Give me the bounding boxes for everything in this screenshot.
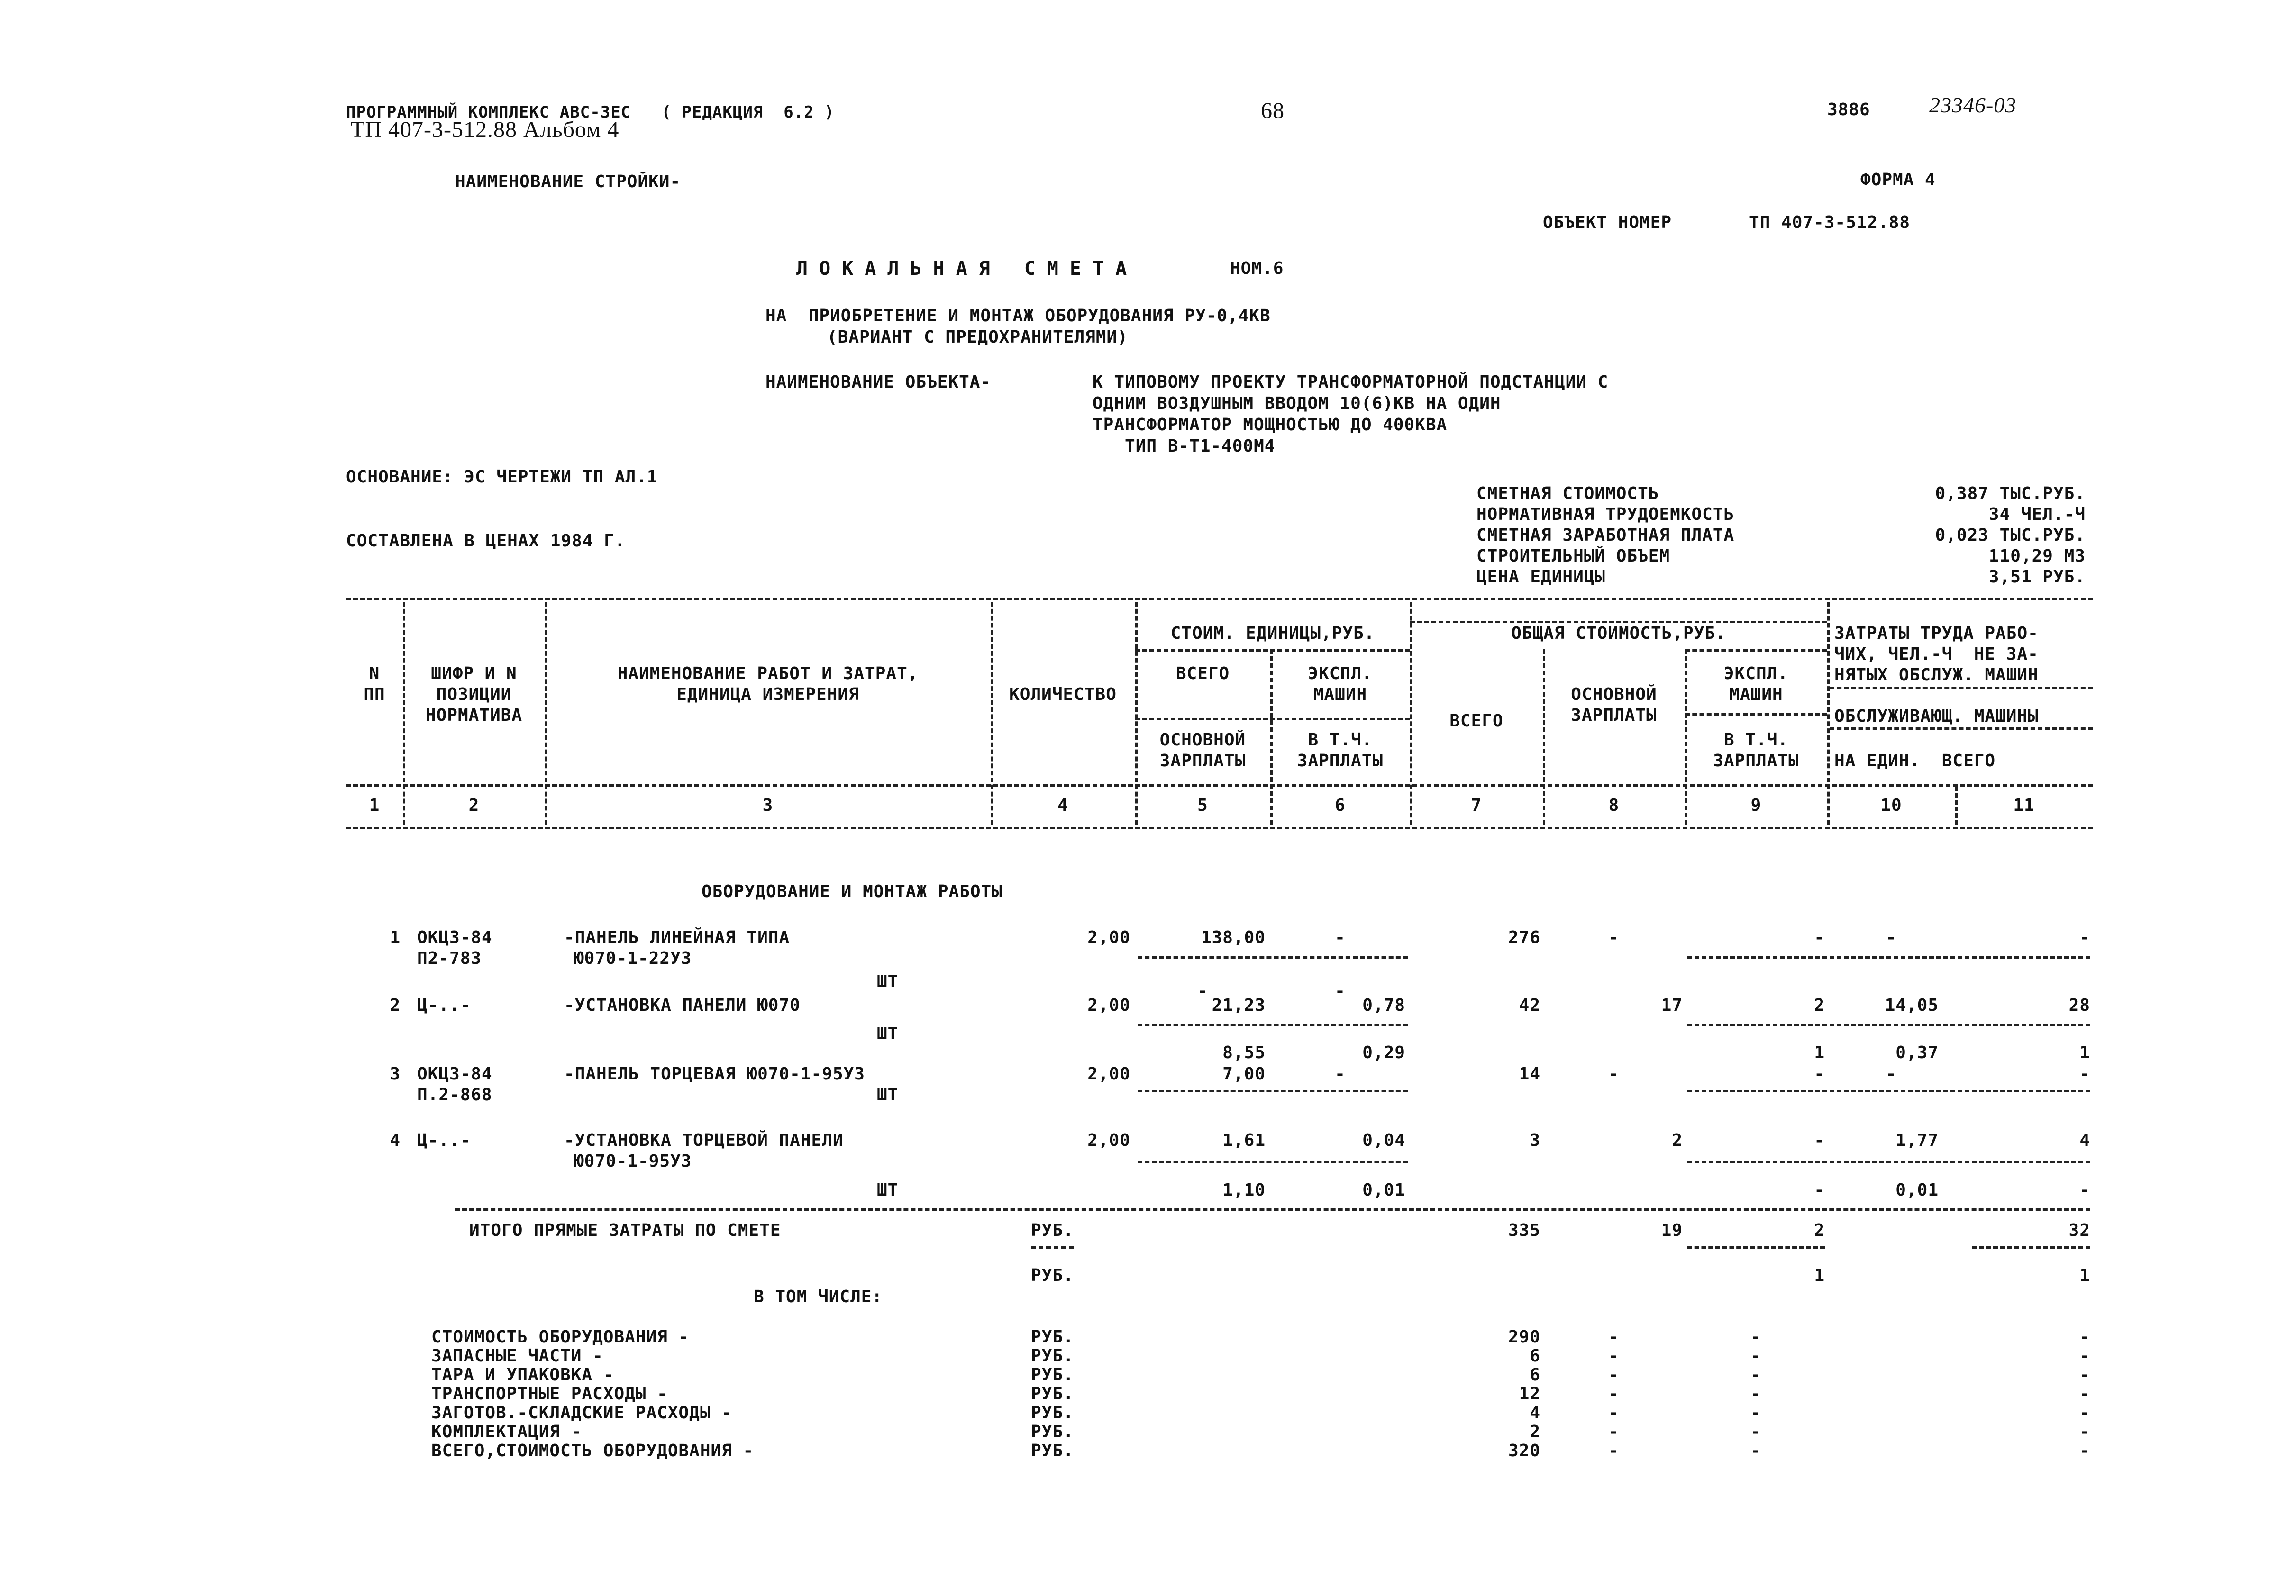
totals-rule bbox=[455, 1208, 2090, 1211]
breakdown-unit: РУБ. bbox=[1031, 1403, 1074, 1423]
row-total: 3 bbox=[1530, 1131, 1540, 1150]
totals-mach: 2 bbox=[1814, 1221, 1825, 1240]
object-name-label: НАИМЕНОВАНИЕ ОБЪЕКТА- bbox=[765, 372, 992, 392]
col-number: 8 bbox=[1608, 796, 1620, 815]
prices-line: СОСТАВЛЕНА В ЦЕНАХ 1984 Г. bbox=[346, 531, 626, 551]
row-unit-total: 1,61 bbox=[1222, 1131, 1266, 1150]
row-total-mach: - bbox=[1814, 1131, 1825, 1150]
breakdown-mach: - bbox=[1750, 1346, 1762, 1366]
row-total-mach: 2 bbox=[1814, 996, 1825, 1015]
totals-labor: 1 bbox=[2079, 1266, 2090, 1285]
row-code: ОКЦ3-84 bbox=[417, 1064, 492, 1084]
row-quantity: 2,00 bbox=[1087, 1064, 1130, 1084]
breakdown-unit: РУБ. bbox=[1031, 1346, 1074, 1366]
breakdown-label: ВСЕГО,СТОИМОСТЬ ОБОРУДОВАНИЯ - bbox=[431, 1441, 754, 1460]
table-rule bbox=[1830, 727, 2093, 730]
col-header-total-base-wage: ОСНОВНОЙ bbox=[1571, 685, 1657, 704]
table-divider bbox=[545, 602, 547, 825]
row-quantity: 2,00 bbox=[1087, 1131, 1130, 1150]
row-labor-unit: 1,77 bbox=[1895, 1131, 1939, 1150]
row-number: 3 bbox=[390, 1064, 401, 1084]
row-labor-unit: 0,01 bbox=[1895, 1180, 1939, 1200]
breakdown-sum: 6 bbox=[1530, 1365, 1540, 1385]
breakdown-mach: - bbox=[1750, 1441, 1762, 1460]
breakdown-mach: - bbox=[1750, 1403, 1762, 1423]
table-rule bbox=[346, 784, 2093, 787]
object-name-line: К ТИПОВОМУ ПРОЕКТУ ТРАНСФОРМАТОРНОЙ ПОДСТАНЦИИ С bbox=[1093, 372, 1609, 392]
breakdown-sum: 2 bbox=[1530, 1422, 1540, 1442]
col-number: 11 bbox=[2013, 796, 2035, 815]
breakdown-base-wage: - bbox=[1608, 1365, 1620, 1385]
totals-rule bbox=[1972, 1246, 2090, 1249]
row-rule bbox=[1687, 956, 2090, 959]
breakdown-labor: - bbox=[2079, 1365, 2090, 1385]
row-code: П2-783 bbox=[417, 949, 482, 968]
row-unit-total: 21,23 bbox=[1212, 996, 1266, 1015]
row-code: ОКЦ3-84 bbox=[417, 928, 492, 947]
summary-value: 110,29 М3 bbox=[1988, 546, 2086, 566]
col-header-unit-incl: В Т.Ч. bbox=[1308, 730, 1373, 750]
totals-labor: 32 bbox=[2068, 1221, 2090, 1240]
row-total-base-wage: - bbox=[1608, 1064, 1620, 1084]
row-code: Ц-..- bbox=[417, 1131, 471, 1150]
estimate-subject: НА ПРИОБРЕТЕНИЕ И МОНТАЖ ОБОРУДОВАНИЯ РУ-0,4КВ bbox=[765, 306, 1271, 326]
row-rule bbox=[1138, 1024, 1408, 1026]
totals-unit: РУБ. bbox=[1031, 1221, 1074, 1240]
summary-label: СМЕТНАЯ СТОИМОСТЬ bbox=[1476, 484, 1659, 503]
totals-base-wage: 19 bbox=[1661, 1221, 1683, 1240]
estimate-title: ЛОКАЛЬНАЯ СМЕТА bbox=[796, 258, 1139, 280]
breakdown-mach: - bbox=[1750, 1422, 1762, 1442]
breakdown-label: ЗАПАСНЫЕ ЧАСТИ - bbox=[431, 1346, 603, 1366]
row-name: -ПАНЕЛЬ ЛИНЕЙНАЯ ТИПА bbox=[564, 928, 790, 947]
object-number-label: ОБЪЕКТ НОМЕР bbox=[1543, 213, 1672, 232]
row-unit-mach: - bbox=[1335, 928, 1346, 947]
col-header-total-all: ВСЕГО bbox=[1449, 711, 1503, 731]
row-labor-total: - bbox=[2079, 1064, 2090, 1084]
totals-mach-incl: 1 bbox=[1814, 1266, 1825, 1285]
col-header-labor: ЗАТРАТЫ ТРУДА РАБО- bbox=[1834, 624, 2039, 643]
row-unit-mach: 0,78 bbox=[1362, 996, 1405, 1015]
row-rule bbox=[1138, 956, 1408, 959]
summary-value: 3,51 РУБ. bbox=[1988, 567, 2086, 587]
row-unit-incl: 0,29 bbox=[1362, 1043, 1405, 1062]
breakdown-sum: 290 bbox=[1508, 1327, 1540, 1347]
row-unit: ШТ bbox=[877, 1180, 899, 1200]
totals-rule bbox=[1031, 1246, 1074, 1249]
table-rule bbox=[346, 598, 2093, 600]
col-header-total-mach: ЭКСПЛ. bbox=[1723, 664, 1789, 683]
col-header-labor: НЯТЫХ ОБСЛУЖ. МАШИН bbox=[1834, 665, 2039, 685]
row-labor-total: - bbox=[2079, 1180, 2090, 1200]
table-rule bbox=[1135, 718, 1410, 720]
summary-label: НОРМАТИВНАЯ ТРУДОЕМКОСТЬ bbox=[1476, 505, 1735, 524]
summary-value: 34 ЧЕЛ.-Ч bbox=[1988, 505, 2086, 524]
program-header: ПРОГРАММНЫЙ КОМПЛЕКС АВС-3ЕС ( РЕДАКЦИЯ 6.2 ) bbox=[346, 103, 835, 122]
row-labor-unit: - bbox=[1886, 1064, 1897, 1084]
breakdown-mach: - bbox=[1750, 1365, 1762, 1385]
row-total-base-wage: 2 bbox=[1672, 1131, 1683, 1150]
row-labor-total: 1 bbox=[2079, 1043, 2090, 1062]
breakdown-base-wage: - bbox=[1608, 1327, 1620, 1347]
breakdown-labor: - bbox=[2079, 1327, 2090, 1347]
col-header-name: ЕДИНИЦА ИЗМЕРЕНИЯ bbox=[676, 685, 859, 704]
estimate-number: НОМ.6 bbox=[1230, 259, 1284, 278]
row-unit-incl: - bbox=[1335, 981, 1346, 1001]
col-header-total-incl: В Т.Ч. bbox=[1723, 730, 1789, 750]
col-header-code: ШИФР И N bbox=[431, 664, 517, 683]
row-unit-mach: 0,04 bbox=[1362, 1131, 1405, 1150]
breakdown-label: КОМПЛЕКТАЦИЯ - bbox=[431, 1422, 582, 1442]
row-labor-unit: 14,05 bbox=[1885, 996, 1939, 1015]
breakdown-labor: - bbox=[2079, 1422, 2090, 1442]
breakdown-unit: РУБ. bbox=[1031, 1422, 1074, 1442]
totals-rule bbox=[1687, 1246, 1825, 1249]
col-number: 1 bbox=[369, 796, 380, 815]
row-name: Ю070-1-95У3 bbox=[574, 1152, 692, 1171]
breakdown-unit: РУБ. bbox=[1031, 1327, 1074, 1347]
col-header-unit-cost: СТОИМ. ЕДИНИЦЫ,РУБ. bbox=[1170, 624, 1375, 643]
row-unit: ШТ bbox=[877, 1085, 899, 1105]
row-labor-unit: 0,37 bbox=[1895, 1043, 1939, 1062]
row-name: Ю070-1-22У3 bbox=[574, 949, 692, 968]
breakdown-mach: - bbox=[1750, 1384, 1762, 1404]
form-label: ФОРМА 4 bbox=[1860, 170, 1936, 190]
col-header-labor: ОБСЛУЖИВАЮЩ. МАШИНЫ bbox=[1834, 707, 2039, 726]
col-header-total-incl: ЗАРПЛАТЫ bbox=[1713, 751, 1799, 771]
row-total-incl: - bbox=[1814, 1180, 1825, 1200]
summary-label: СТРОИТЕЛЬНЫЙ ОБЪЕМ bbox=[1476, 546, 1670, 566]
breakdown-labor: - bbox=[2079, 1441, 2090, 1460]
row-unit-total: 138,00 bbox=[1201, 928, 1266, 947]
row-unit: ШТ bbox=[877, 972, 899, 991]
code-number: 3886 bbox=[1827, 100, 1870, 119]
row-number: 4 bbox=[390, 1131, 401, 1150]
col-number: 3 bbox=[762, 796, 774, 815]
breakdown-labor: - bbox=[2079, 1346, 2090, 1366]
page-number: 68 bbox=[1261, 98, 1285, 123]
row-name: -УСТАНОВКА ПАНЕЛИ Ю070 bbox=[564, 996, 801, 1015]
breakdown-base-wage: - bbox=[1608, 1422, 1620, 1442]
object-number: ТП 407-3-512.88 bbox=[1749, 213, 1911, 232]
summary-value: 0,387 ТЫС.РУБ. bbox=[1935, 484, 2086, 503]
breakdown-label: ТАРА И УПАКОВКА - bbox=[431, 1365, 614, 1385]
row-total-mach: - bbox=[1814, 1064, 1825, 1084]
row-code: П.2-868 bbox=[417, 1085, 492, 1105]
col-header-unit-incl: ЗАРПЛАТЫ bbox=[1297, 751, 1384, 771]
col-header-total-mach: МАШИН bbox=[1729, 685, 1783, 704]
breakdown-mach: - bbox=[1750, 1327, 1762, 1347]
col-header-labor: НА ЕДИН. ВСЕГО bbox=[1834, 751, 1996, 771]
col-header-n: ПП bbox=[364, 685, 385, 704]
breakdown-base-wage: - bbox=[1608, 1441, 1620, 1460]
row-unit-base-wage: 8,55 bbox=[1222, 1043, 1266, 1062]
breakdown-label: СТОИМОСТЬ ОБОРУДОВАНИЯ - bbox=[431, 1327, 690, 1347]
section-title: ОБОРУДОВАНИЕ И МОНТАЖ РАБОТЫ bbox=[702, 882, 1002, 901]
row-number: 2 bbox=[390, 996, 401, 1015]
breakdown-sum: 320 bbox=[1508, 1441, 1540, 1460]
col-number: 2 bbox=[468, 796, 480, 815]
col-header-unit-base-wage: ЗАРПЛАТЫ bbox=[1159, 751, 1246, 771]
breakdown-unit: РУБ. bbox=[1031, 1441, 1074, 1460]
col-number: 7 bbox=[1471, 796, 1482, 815]
col-header-unit-base-wage: ОСНОВНОЙ bbox=[1159, 730, 1246, 750]
col-header-labor: ЧИХ, ЧЕЛ.-Ч НЕ ЗА- bbox=[1834, 644, 2039, 664]
row-unit-base-wage: - bbox=[1197, 981, 1208, 1001]
row-rule bbox=[1687, 1090, 2090, 1092]
summary-value: 0,023 ТЫС.РУБ. bbox=[1935, 526, 2086, 545]
breakdown-label: ЗАГОТОВ.-СКЛАДСКИЕ РАСХОДЫ - bbox=[431, 1403, 732, 1423]
col-number: 9 bbox=[1750, 796, 1762, 815]
col-header-total-cost: ОБЩАЯ СТОИМОСТЬ,РУБ. bbox=[1511, 624, 1726, 643]
col-number: 5 bbox=[1197, 796, 1208, 815]
construction-name-label: НАИМЕНОВАНИЕ СТРОЙКИ- bbox=[455, 172, 681, 191]
row-quantity: 2,00 bbox=[1087, 928, 1130, 947]
breakdown-labor: - bbox=[2079, 1384, 2090, 1404]
totals-sum: 335 bbox=[1508, 1221, 1540, 1240]
album-reference: ТП 407-3-512.88 Альбом 4 bbox=[351, 117, 620, 142]
breakdown-labor: - bbox=[2079, 1403, 2090, 1423]
row-total: 42 bbox=[1519, 996, 1540, 1015]
breakdown-base-wage: - bbox=[1608, 1346, 1620, 1366]
totals-label: ИТОГО ПРЯМЫЕ ЗАТРАТЫ ПО СМЕТЕ bbox=[469, 1221, 781, 1240]
col-header-n: N bbox=[369, 664, 380, 683]
table-rule bbox=[1685, 713, 1827, 716]
row-name: -ПАНЕЛЬ ТОРЦЕВАЯ Ю070-1-95У3 bbox=[564, 1064, 865, 1084]
row-name: -УСТАНОВКА ТОРЦЕВОЙ ПАНЕЛИ bbox=[564, 1131, 844, 1150]
row-total-base-wage: 17 bbox=[1661, 996, 1683, 1015]
table-divider bbox=[1827, 602, 1830, 825]
col-number: 6 bbox=[1335, 796, 1346, 815]
col-header-unit-mach: ЭКСПЛ. bbox=[1308, 664, 1373, 683]
row-rule bbox=[1687, 1161, 2090, 1163]
col-header-total-base-wage: ЗАРПЛАТЫ bbox=[1571, 706, 1657, 725]
row-unit-base-wage: 1,10 bbox=[1222, 1180, 1266, 1200]
row-labor-unit: - bbox=[1886, 928, 1897, 947]
col-header-code: НОРМАТИВА bbox=[425, 706, 523, 725]
row-quantity: 2,00 bbox=[1087, 996, 1130, 1015]
breakdown-base-wage: - bbox=[1608, 1384, 1620, 1404]
breakdown-base-wage: - bbox=[1608, 1403, 1620, 1423]
row-rule bbox=[1687, 1024, 2090, 1026]
row-rule bbox=[1138, 1161, 1408, 1163]
table-rule bbox=[1685, 649, 1827, 652]
table-divider bbox=[991, 602, 993, 825]
object-name-line: ТИП В-Т1-400М4 bbox=[1093, 436, 1276, 456]
totals-unit: РУБ. bbox=[1031, 1266, 1074, 1285]
estimate-variant: (ВАРИАНТ С ПРЕДОХРАНИТЕЛЯМИ) bbox=[827, 327, 1128, 347]
col-header-qty: КОЛИЧЕСТВО bbox=[1009, 685, 1117, 704]
table-rule bbox=[1830, 687, 2093, 689]
col-number: 10 bbox=[1880, 796, 1902, 815]
col-header-unit-mach: МАШИН bbox=[1313, 685, 1367, 704]
breakdown-label: ТРАНСПОРТНЫЕ РАСХОДЫ - bbox=[431, 1384, 668, 1404]
basis-line: ОСНОВАНИЕ: ЭС ЧЕРТЕЖИ ТП АЛ.1 bbox=[346, 467, 658, 487]
breakdown-unit: РУБ. bbox=[1031, 1365, 1074, 1385]
object-name-line: ОДНИМ ВОЗДУШНЫМ ВВОДОМ 10(6)КВ НА ОДИН bbox=[1093, 394, 1501, 413]
row-total: 14 bbox=[1519, 1064, 1540, 1084]
row-total-incl: 1 bbox=[1814, 1043, 1825, 1062]
row-total-base-wage: - bbox=[1608, 928, 1620, 947]
object-name-line: ТРАНСФОРМАТОР МОЩНОСТЬЮ ДО 400КВА bbox=[1093, 415, 1448, 435]
col-number: 4 bbox=[1057, 796, 1068, 815]
row-unit-incl: 0,01 bbox=[1362, 1180, 1405, 1200]
col-header-name: НАИМЕНОВАНИЕ РАБОТ И ЗАТРАТ, bbox=[617, 664, 919, 683]
row-unit-total: 7,00 bbox=[1222, 1064, 1266, 1084]
row-rule bbox=[1138, 1090, 1408, 1092]
row-total: 276 bbox=[1508, 928, 1540, 947]
breakdown-sum: 12 bbox=[1519, 1384, 1540, 1404]
row-number: 1 bbox=[390, 928, 401, 947]
breakdown-sum: 6 bbox=[1530, 1346, 1540, 1366]
col-header-unit-total: ВСЕГО bbox=[1175, 664, 1230, 683]
row-labor-total: 28 bbox=[2068, 996, 2090, 1015]
table-rule bbox=[1135, 649, 1410, 652]
row-total-mach: - bbox=[1814, 928, 1825, 947]
table-rule bbox=[346, 827, 2093, 829]
including-label: В ТОМ ЧИСЛЕ: bbox=[754, 1287, 883, 1306]
row-code: Ц-..- bbox=[417, 996, 471, 1015]
document-number: 23346-03 bbox=[1929, 93, 2017, 117]
summary-label: СМЕТНАЯ ЗАРАБОТНАЯ ПЛАТА bbox=[1476, 526, 1735, 545]
breakdown-sum: 4 bbox=[1530, 1403, 1540, 1423]
col-header-code: ПОЗИЦИИ bbox=[436, 685, 512, 704]
summary-label: ЦЕНА ЕДИНИЦЫ bbox=[1476, 567, 1606, 587]
row-unit-mach: - bbox=[1335, 1064, 1346, 1084]
breakdown-unit: РУБ. bbox=[1031, 1384, 1074, 1404]
row-labor-total: - bbox=[2079, 928, 2090, 947]
row-unit: ШТ bbox=[877, 1024, 899, 1043]
row-labor-total: 4 bbox=[2079, 1131, 2090, 1150]
